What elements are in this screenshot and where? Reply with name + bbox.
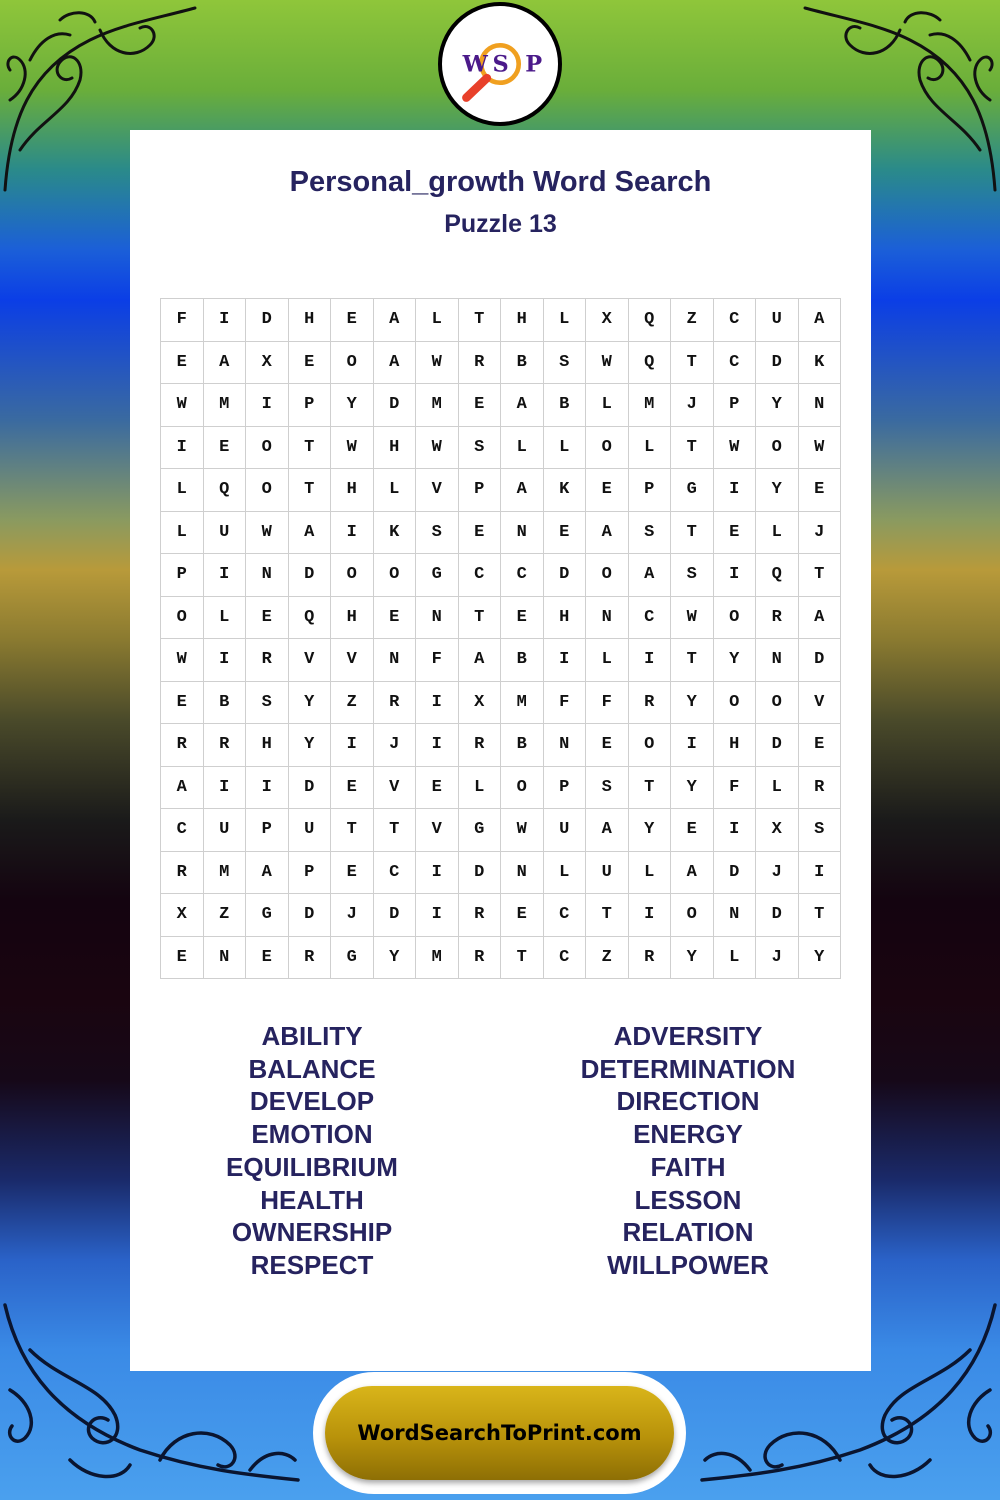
grid-cell[interactable]: M xyxy=(629,384,672,427)
grid-cell[interactable]: N xyxy=(586,597,629,640)
word-list-item: OWNERSHIP xyxy=(231,1217,393,1248)
grid-cell[interactable]: A xyxy=(586,809,629,852)
word-list-item: BALANCE xyxy=(248,1053,376,1084)
grid-cell[interactable]: U xyxy=(204,809,247,852)
grid-cell[interactable]: I xyxy=(544,639,587,682)
grid-cell[interactable]: O xyxy=(714,597,757,640)
grid-cell[interactable]: W xyxy=(416,342,459,385)
letter-grid[interactable] xyxy=(160,298,841,979)
grid-cell[interactable]: I xyxy=(629,639,672,682)
grid-cell[interactable]: V xyxy=(416,469,459,512)
grid-cell[interactable]: R xyxy=(246,639,289,682)
grid-cell[interactable]: T xyxy=(331,809,374,852)
grid-cell[interactable]: Z xyxy=(586,937,629,980)
grid-cell[interactable]: A xyxy=(374,299,417,342)
grid-cell[interactable]: E xyxy=(671,809,714,852)
grid-cell[interactable]: V xyxy=(331,639,374,682)
grid-cell[interactable]: G xyxy=(459,809,502,852)
grid-cell[interactable]: O xyxy=(629,724,672,767)
grid-cell[interactable]: C xyxy=(501,554,544,597)
grid-cell[interactable]: H xyxy=(331,597,374,640)
grid-cell[interactable]: R xyxy=(459,342,502,385)
grid-cell[interactable]: M xyxy=(416,937,459,980)
grid-cell[interactable]: S xyxy=(799,809,842,852)
grid-cell[interactable]: C xyxy=(714,299,757,342)
grid-cell[interactable]: R xyxy=(289,937,332,980)
website-button[interactable] xyxy=(325,1386,674,1480)
grid-cell[interactable]: D xyxy=(289,554,332,597)
grid-cell[interactable]: E xyxy=(586,469,629,512)
grid-cell[interactable]: D xyxy=(756,894,799,937)
grid-cell[interactable]: Y xyxy=(671,937,714,980)
grid-cell[interactable]: H xyxy=(374,427,417,470)
grid-cell[interactable]: F xyxy=(586,682,629,725)
grid-cell[interactable]: I xyxy=(799,852,842,895)
grid-cell[interactable]: D xyxy=(714,852,757,895)
grid-cell[interactable]: U xyxy=(289,809,332,852)
grid-cell[interactable]: E xyxy=(161,937,204,980)
grid-cell[interactable]: O xyxy=(161,597,204,640)
grid-cell[interactable]: N xyxy=(374,639,417,682)
word-list-item: ADVERSITY xyxy=(613,1021,763,1051)
grid-cell[interactable]: D xyxy=(374,894,417,937)
grid-cell[interactable]: T xyxy=(459,299,502,342)
grid-cell[interactable]: E xyxy=(459,384,502,427)
grid-cell[interactable]: Q xyxy=(289,597,332,640)
grid-cell[interactable]: M xyxy=(204,852,247,895)
grid-cell[interactable]: V xyxy=(374,767,417,810)
grid-cell[interactable]: Y xyxy=(756,384,799,427)
grid-cell[interactable]: C xyxy=(374,852,417,895)
grid-cell[interactable]: O xyxy=(501,767,544,810)
grid-cell[interactable]: L xyxy=(629,427,672,470)
word-list-item: ENERGY xyxy=(633,1119,743,1150)
grid-cell[interactable]: I xyxy=(204,554,247,597)
grid-cell[interactable]: X xyxy=(459,682,502,725)
grid-cell[interactable]: P xyxy=(161,554,204,597)
grid-cell[interactable]: O xyxy=(586,554,629,597)
grid-cell[interactable]: H xyxy=(331,469,374,512)
grid-cell[interactable]: C xyxy=(629,597,672,640)
grid-cell[interactable]: D xyxy=(459,852,502,895)
grid-cell[interactable]: Y xyxy=(289,682,332,725)
grid-cell[interactable]: E xyxy=(331,767,374,810)
grid-cell[interactable]: R xyxy=(204,724,247,767)
grid-cell[interactable]: A xyxy=(586,512,629,555)
grid-cell[interactable]: R xyxy=(459,894,502,937)
grid-cell[interactable]: R xyxy=(161,724,204,767)
grid-cell[interactable]: A xyxy=(204,342,247,385)
grid-cell[interactable]: E xyxy=(331,299,374,342)
grid-cell[interactable]: P xyxy=(629,469,672,512)
grid-cell[interactable]: M xyxy=(204,384,247,427)
grid-cell[interactable]: G xyxy=(416,554,459,597)
grid-cell[interactable]: E xyxy=(501,597,544,640)
word-list-item: HEALTH xyxy=(260,1184,364,1215)
grid-cell[interactable]: E xyxy=(161,342,204,385)
grid-cell[interactable]: P xyxy=(459,469,502,512)
grid-cell[interactable]: Q xyxy=(204,469,247,512)
grid-cell[interactable]: T xyxy=(289,427,332,470)
puzzle-number: Puzzle 13 xyxy=(444,210,557,238)
grid-cell[interactable]: A xyxy=(161,767,204,810)
grid-cell[interactable]: B xyxy=(544,384,587,427)
grid-cell[interactable]: N xyxy=(246,554,289,597)
grid-cell[interactable]: Y xyxy=(671,767,714,810)
grid-cell[interactable]: A xyxy=(501,469,544,512)
word-list-item: FAITH xyxy=(650,1151,726,1182)
footer-link-frame xyxy=(313,1372,686,1494)
grid-cell[interactable]: T xyxy=(671,639,714,682)
grid-cell[interactable]: L xyxy=(586,639,629,682)
grid-cell[interactable]: H xyxy=(246,724,289,767)
grid-cell[interactable]: A xyxy=(671,852,714,895)
grid-cell[interactable]: I xyxy=(416,852,459,895)
grid-cell[interactable]: O xyxy=(586,427,629,470)
grid-cell[interactable]: W xyxy=(671,597,714,640)
grid-cell[interactable]: I xyxy=(714,809,757,852)
grid-cell[interactable]: H xyxy=(714,724,757,767)
grid-cell[interactable]: D xyxy=(756,724,799,767)
magnifier-logo-icon xyxy=(442,6,558,122)
grid-cell[interactable]: R xyxy=(756,597,799,640)
grid-cell[interactable]: L xyxy=(501,427,544,470)
grid-cell[interactable]: P xyxy=(246,809,289,852)
grid-cell[interactable]: A xyxy=(459,639,502,682)
grid-cell[interactable]: Y xyxy=(671,682,714,725)
grid-cell[interactable]: T xyxy=(799,894,842,937)
word-list-item: DETERMINATION xyxy=(580,1053,796,1084)
grid-cell[interactable]: W xyxy=(501,809,544,852)
grid-cell[interactable]: E xyxy=(331,852,374,895)
grid-cell[interactable]: J xyxy=(756,937,799,980)
word-list-item: EQUILIBRIUM xyxy=(226,1151,398,1182)
grid-cell[interactable]: W xyxy=(161,384,204,427)
grid-cell[interactable]: L xyxy=(756,767,799,810)
grid-cell[interactable]: K xyxy=(374,512,417,555)
grid-cell[interactable]: C xyxy=(544,894,587,937)
grid-cell[interactable]: E xyxy=(246,597,289,640)
grid-cell[interactable]: O xyxy=(671,894,714,937)
grid-cell[interactable]: P xyxy=(544,767,587,810)
grid-cell[interactable]: B xyxy=(501,639,544,682)
grid-cell[interactable]: R xyxy=(629,682,672,725)
grid-cell[interactable]: E xyxy=(544,512,587,555)
grid-cell[interactable]: U xyxy=(756,299,799,342)
grid-cell[interactable]: V xyxy=(416,809,459,852)
grid-cell[interactable]: A xyxy=(799,597,842,640)
grid-cell[interactable]: F xyxy=(544,682,587,725)
grid-cell[interactable]: I xyxy=(204,767,247,810)
grid-cell[interactable]: X xyxy=(161,894,204,937)
grid-cell[interactable]: R xyxy=(459,937,502,980)
grid-cell[interactable]: W xyxy=(416,427,459,470)
grid-cell[interactable]: R xyxy=(374,682,417,725)
grid-cell[interactable]: H xyxy=(289,299,332,342)
grid-cell[interactable]: J xyxy=(331,894,374,937)
grid-cell[interactable]: I xyxy=(416,724,459,767)
site-logo[interactable] xyxy=(438,2,562,126)
grid-cell[interactable]: O xyxy=(246,469,289,512)
grid-cell[interactable]: A xyxy=(799,299,842,342)
grid-cell[interactable]: J xyxy=(374,724,417,767)
grid-cell[interactable]: E xyxy=(204,427,247,470)
grid-cell[interactable]: S xyxy=(586,767,629,810)
grid-cell[interactable]: S xyxy=(246,682,289,725)
grid-cell[interactable]: I xyxy=(246,384,289,427)
grid-cell[interactable]: S xyxy=(671,554,714,597)
grid-cell[interactable]: T xyxy=(671,427,714,470)
grid-cell[interactable]: L xyxy=(586,384,629,427)
grid-cell[interactable]: X xyxy=(756,809,799,852)
grid-cell[interactable]: I xyxy=(671,724,714,767)
grid-cell[interactable]: N xyxy=(501,852,544,895)
grid-cell[interactable]: K xyxy=(544,469,587,512)
grid-cell[interactable]: F xyxy=(714,767,757,810)
grid-cell[interactable]: E xyxy=(799,469,842,512)
grid-cell[interactable]: Y xyxy=(799,937,842,980)
grid-cell[interactable]: I xyxy=(246,767,289,810)
grid-cell[interactable]: S xyxy=(459,427,502,470)
website-link-label: WordSearchToPrint.com xyxy=(357,1421,642,1445)
grid-cell[interactable]: X xyxy=(246,342,289,385)
grid-cell[interactable]: A xyxy=(629,554,672,597)
grid-cell[interactable]: E xyxy=(289,342,332,385)
grid-cell[interactable]: Z xyxy=(671,299,714,342)
grid-cell[interactable]: A xyxy=(374,342,417,385)
grid-cell[interactable]: N xyxy=(416,597,459,640)
grid-cell[interactable]: O xyxy=(756,427,799,470)
grid-cell[interactable]: O xyxy=(246,427,289,470)
grid-cell[interactable]: B xyxy=(204,682,247,725)
grid-cell[interactable]: Y xyxy=(289,724,332,767)
grid-cell[interactable]: M xyxy=(501,682,544,725)
grid-cell[interactable]: E xyxy=(374,597,417,640)
grid-cell[interactable]: C xyxy=(459,554,502,597)
grid-cell[interactable]: I xyxy=(204,299,247,342)
word-list-item: LESSON xyxy=(634,1184,742,1215)
logo-letter-p: P xyxy=(525,51,543,78)
grid-cell[interactable]: E xyxy=(714,512,757,555)
grid-cell[interactable]: L xyxy=(161,469,204,512)
word-list-item: DIRECTION xyxy=(616,1086,760,1117)
grid-cell[interactable]: P xyxy=(289,852,332,895)
grid-cell[interactable]: W xyxy=(714,427,757,470)
grid-cell[interactable]: N xyxy=(799,384,842,427)
grid-cell[interactable]: O xyxy=(756,682,799,725)
grid-cell[interactable]: W xyxy=(331,427,374,470)
grid-cell[interactable]: E xyxy=(586,724,629,767)
grid-cell[interactable]: H xyxy=(501,299,544,342)
grid-cell[interactable]: N xyxy=(714,894,757,937)
grid-cell[interactable]: C xyxy=(161,809,204,852)
grid-cell[interactable]: D xyxy=(246,299,289,342)
grid-cell[interactable]: L xyxy=(629,852,672,895)
grid-cell[interactable]: O xyxy=(331,554,374,597)
grid-cell[interactable]: L xyxy=(756,512,799,555)
grid-cell[interactable]: L xyxy=(544,299,587,342)
grid-cell[interactable]: Q xyxy=(756,554,799,597)
grid-cell[interactable]: J xyxy=(799,512,842,555)
grid-cell[interactable]: U xyxy=(586,852,629,895)
grid-cell[interactable]: C xyxy=(544,937,587,980)
grid-cell[interactable]: A xyxy=(246,852,289,895)
grid-cell[interactable]: I xyxy=(416,682,459,725)
grid-cell[interactable]: V xyxy=(799,682,842,725)
grid-cell[interactable]: P xyxy=(289,384,332,427)
grid-cell[interactable]: F xyxy=(161,299,204,342)
grid-cell[interactable]: B xyxy=(501,724,544,767)
grid-cell[interactable]: W xyxy=(246,512,289,555)
grid-cell[interactable]: D xyxy=(289,894,332,937)
grid-cell[interactable]: Z xyxy=(204,894,247,937)
grid-cell[interactable]: D xyxy=(374,384,417,427)
grid-cell[interactable]: I xyxy=(714,554,757,597)
grid-cell[interactable]: A xyxy=(289,512,332,555)
grid-cell[interactable]: L xyxy=(714,937,757,980)
grid-cell[interactable]: T xyxy=(501,937,544,980)
word-list-left xyxy=(212,1020,412,1282)
word-list-item: WILLPOWER xyxy=(607,1249,769,1280)
word-list-item: RESPECT xyxy=(250,1249,374,1280)
word-list-item: RELATION xyxy=(622,1217,754,1248)
grid-cell[interactable]: W xyxy=(586,342,629,385)
grid-cell[interactable]: L xyxy=(544,427,587,470)
word-list-item: EMOTION xyxy=(251,1119,373,1150)
grid-cell[interactable]: B xyxy=(501,342,544,385)
grid-cell[interactable]: W xyxy=(799,427,842,470)
logo-letter-s: S xyxy=(492,51,509,78)
grid-cell[interactable]: S xyxy=(544,342,587,385)
grid-cell[interactable]: I xyxy=(629,894,672,937)
grid-cell[interactable]: O xyxy=(331,342,374,385)
grid-cell[interactable]: G xyxy=(671,469,714,512)
grid-cell[interactable]: L xyxy=(416,299,459,342)
grid-cell[interactable]: R xyxy=(459,724,502,767)
grid-cell[interactable]: L xyxy=(459,767,502,810)
page-title: Personal_growth Word Search xyxy=(289,166,712,198)
grid-cell[interactable]: G xyxy=(246,894,289,937)
grid-cell[interactable]: Y xyxy=(629,809,672,852)
grid-cell[interactable]: W xyxy=(161,639,204,682)
grid-cell[interactable]: D xyxy=(544,554,587,597)
grid-cell[interactable]: G xyxy=(331,937,374,980)
grid-cell[interactable]: Y xyxy=(374,937,417,980)
grid-cell[interactable]: J xyxy=(756,852,799,895)
grid-cell[interactable]: E xyxy=(459,512,502,555)
grid-cell[interactable]: N xyxy=(756,639,799,682)
word-list-item: DEVELOP xyxy=(249,1086,375,1117)
grid-cell[interactable]: E xyxy=(501,894,544,937)
grid-cell[interactable]: P xyxy=(714,384,757,427)
grid-cell[interactable]: I xyxy=(416,894,459,937)
word-list-item: ABILITY xyxy=(261,1021,363,1051)
grid-cell[interactable]: I xyxy=(204,639,247,682)
grid-cell[interactable]: I xyxy=(331,512,374,555)
grid-cell[interactable]: L xyxy=(544,852,587,895)
grid-cell[interactable]: C xyxy=(714,342,757,385)
grid-cell[interactable]: M xyxy=(416,384,459,427)
grid-cell[interactable]: N xyxy=(501,512,544,555)
grid-cell[interactable]: L xyxy=(204,597,247,640)
grid-cell[interactable]: T xyxy=(374,809,417,852)
grid-cell[interactable]: J xyxy=(671,384,714,427)
grid-cell[interactable]: R xyxy=(161,852,204,895)
grid-cell[interactable]: Y xyxy=(714,639,757,682)
grid-cell[interactable]: U xyxy=(204,512,247,555)
grid-cell[interactable]: T xyxy=(671,342,714,385)
grid-cell[interactable]: I xyxy=(331,724,374,767)
grid-cell[interactable]: N xyxy=(544,724,587,767)
grid-cell[interactable]: T xyxy=(799,554,842,597)
grid-cell[interactable]: D xyxy=(756,342,799,385)
grid-cell[interactable]: D xyxy=(799,639,842,682)
puzzle-card xyxy=(130,130,871,1371)
grid-cell[interactable]: F xyxy=(416,639,459,682)
grid-cell[interactable]: E xyxy=(416,767,459,810)
grid-cell[interactable]: V xyxy=(289,639,332,682)
grid-cell[interactable]: Y xyxy=(756,469,799,512)
grid-cell[interactable]: S xyxy=(416,512,459,555)
grid-cell[interactable]: T xyxy=(289,469,332,512)
grid-cell[interactable]: T xyxy=(671,512,714,555)
grid-cell[interactable]: O xyxy=(374,554,417,597)
grid-cell[interactable]: I xyxy=(714,469,757,512)
grid-cell[interactable]: R xyxy=(629,937,672,980)
grid-cell[interactable]: U xyxy=(544,809,587,852)
grid-cell[interactable]: E xyxy=(161,682,204,725)
grid-cell[interactable]: Q xyxy=(629,299,672,342)
grid-cell[interactable]: Z xyxy=(331,682,374,725)
word-list-right xyxy=(560,1020,816,1282)
grid-cell[interactable]: O xyxy=(714,682,757,725)
grid-cell[interactable]: A xyxy=(501,384,544,427)
grid-cell[interactable]: T xyxy=(459,597,502,640)
grid-cell[interactable]: R xyxy=(799,767,842,810)
grid-cell[interactable]: E xyxy=(246,937,289,980)
grid-cell[interactable]: T xyxy=(629,767,672,810)
grid-cell[interactable]: H xyxy=(544,597,587,640)
grid-cell[interactable]: Y xyxy=(331,384,374,427)
grid-cell[interactable]: X xyxy=(586,299,629,342)
grid-cell[interactable]: I xyxy=(161,427,204,470)
logo-letter-w: W xyxy=(462,51,488,78)
grid-cell[interactable]: K xyxy=(799,342,842,385)
grid-cell[interactable]: L xyxy=(161,512,204,555)
grid-cell[interactable]: D xyxy=(289,767,332,810)
grid-cell[interactable]: S xyxy=(629,512,672,555)
grid-cell[interactable]: N xyxy=(204,937,247,980)
grid-cell[interactable]: L xyxy=(374,469,417,512)
grid-cell[interactable]: T xyxy=(586,894,629,937)
grid-cell[interactable]: Q xyxy=(629,342,672,385)
grid-cell[interactable]: E xyxy=(799,724,842,767)
